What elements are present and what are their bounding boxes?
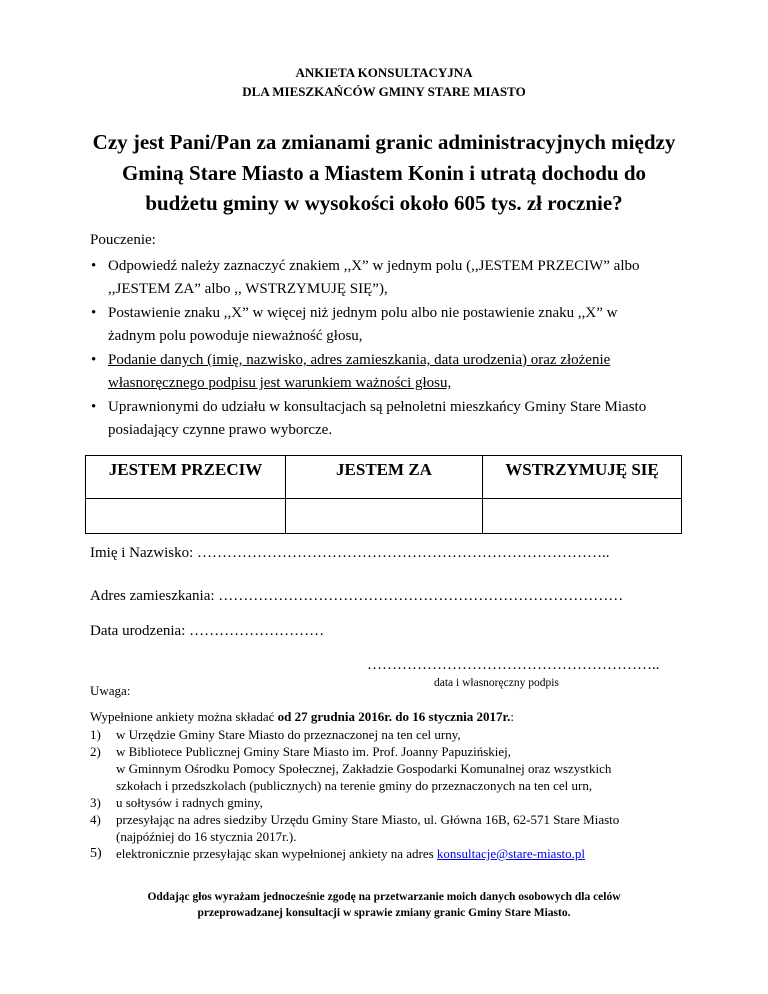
question-line3: budżetu gminy w wysokości około 605 tys. zł rocznie? — [145, 191, 623, 215]
instruction-4-line2: posiadający czynne prawo wyborcze. — [108, 422, 333, 438]
note-intro — [90, 709, 514, 725]
bullet-icon: • — [91, 352, 97, 368]
list-item: u sołtysów i radnych gminy, — [116, 795, 263, 810]
list-number: 5) — [90, 846, 102, 861]
birth-date-field[interactable]: Data urodzenia: ……………………… — [90, 623, 325, 639]
instruction-1-line2: ,,JESTEM ZA” albo ,, WSTRZYMUJĘ SIĘ”), — [108, 281, 388, 297]
bullet-icon: • — [91, 258, 97, 274]
question-line2: Gminą Stare Miasto a Miastem Konin i utratą dochodu do — [121, 161, 647, 185]
vote-table — [85, 455, 682, 534]
form-header-line2: DLA MIESZKAŃCÓW GMINY STARE MIASTO — [242, 84, 526, 99]
list-item: (najpóźniej do 16 stycznia 2017r.). — [116, 829, 297, 844]
list-item — [116, 846, 585, 862]
consent-line1: Oddając głos wyrażam jednocześnie zgodę na przetwarzanie moich danych osobowych dla celów — [147, 891, 621, 903]
instruction-4-line1: Uprawnionymi do udziału w konsultacjach są pełnoletni mieszkańcy Gminy Stare Miasto — [108, 399, 647, 415]
vote-abstain-header: WSTRZYMUJĘ SIĘ — [483, 456, 682, 499]
email-link[interactable]: konsultacje@stare-miasto.pl — [436, 846, 585, 861]
vote-against-box[interactable] — [86, 499, 286, 534]
instructions-label: Pouczenie: — [90, 232, 156, 248]
instruction-2-line1: Postawienie znaku ,,X” w więcej niż jednym polu albo nie postawienie znaku ,,X” w — [108, 305, 618, 321]
vote-for-header: JESTEM ZA — [286, 456, 483, 499]
signature-label: data i własnoręczny podpis — [434, 677, 559, 689]
list-item: szkołach i przedszkolach (publicznych) na terenie gminy do przeznaczonych na ten cel urn, — [116, 778, 593, 793]
note-intro-colon: : — [510, 709, 514, 724]
list-item-text: elektronicznie przesyłając skan wypełnionej ankiety na adres — [116, 846, 437, 861]
vote-against-header: JESTEM PRZECIW — [86, 456, 286, 499]
address-field[interactable]: Adres zamieszkania: ……………………………………………………………………… — [90, 588, 624, 604]
vote-abstain-box[interactable] — [483, 499, 682, 534]
list-number: 3) — [90, 795, 101, 810]
list-number: 1) — [90, 727, 101, 742]
instruction-1-line1: Odpowiedź należy zaznaczyć znakiem ,,X” w jednym polu (,,JESTEM PRZECIW” albo — [108, 258, 640, 274]
list-item: w Urzędzie Gminy Stare Miasto do przeznaczonej na ten cel urny, — [116, 727, 461, 742]
instruction-3-line1: Podanie danych (imię, nazwisko, adres zamieszkania, data urodzenia) oraz złożenie — [108, 352, 611, 368]
bullet-icon: • — [91, 305, 97, 321]
question-line1: Czy jest Pani/Pan za zmianami granic administracyjnych między — [92, 130, 676, 154]
instruction-3-line2: własnoręcznego podpisu jest warunkiem ważności głosu, — [108, 375, 452, 391]
name-field[interactable]: Imię i Nazwisko: ……………………………………………………………………….. — [90, 545, 610, 561]
list-item: przesyłając na adres siedziby Urzędu Gminy Stare Miasto, ul. Główna 16B, 62-571 Stare Miasto — [116, 812, 620, 827]
note-label: Uwaga: — [90, 683, 131, 698]
note-intro-dates: od 27 grudnia 2016r. do 16 stycznia 2017r. — [277, 709, 511, 724]
list-number: 4) — [90, 812, 101, 827]
bullet-icon: • — [91, 399, 97, 415]
vote-for-box[interactable] — [286, 499, 483, 534]
form-header-line1: ANKIETA KONSULTACYJNA — [295, 65, 473, 80]
note-intro-text: Wypełnione ankiety można składać — [90, 709, 278, 724]
list-number: 2) — [90, 744, 101, 759]
list-item: w Bibliotece Publicznej Gminy Stare Miasto im. Prof. Joanny Papuzińskiej, — [116, 744, 512, 759]
consent-line2: przeprowadzanej konsultacji w sprawie zmiany granic Gminy Stare Miasto. — [197, 907, 571, 919]
list-item: w Gminnym Ośrodku Pomocy Społecznej, Zakładzie Gospodarki Komunalnej oraz wszystkich — [116, 761, 612, 776]
instruction-2-line2: żadnym polu powoduje nieważność głosu, — [108, 328, 363, 344]
signature-line[interactable]: ………………………………………………….. — [367, 657, 660, 673]
